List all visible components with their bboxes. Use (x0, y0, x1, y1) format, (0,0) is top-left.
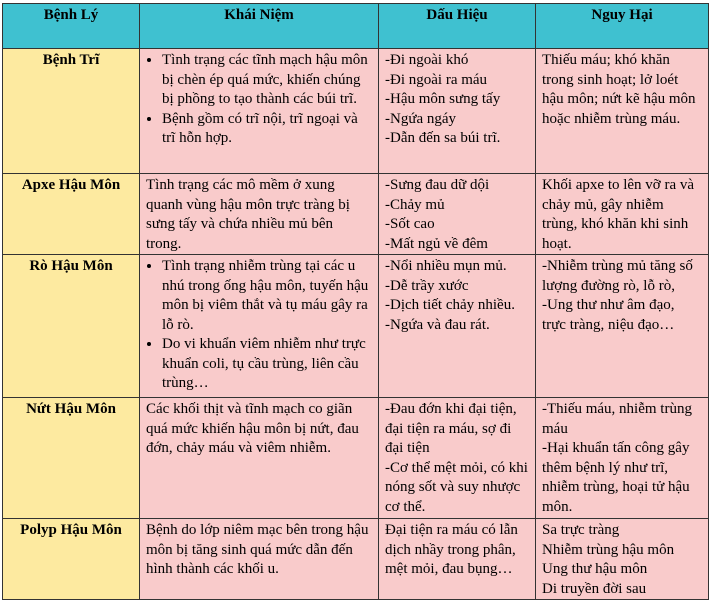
harm-line: Thiếu máu; khó khăn trong sinh hoạt; lở loét hậu môn; nứt kẽ hậu môn hoặc nhiễm trùng máu. (542, 52, 696, 127)
concept-cell (140, 398, 379, 519)
disease-name: Apxe Hậu Môn (3, 174, 140, 255)
harm-line: -Hại khuẩn tấn công gây thêm bệnh lý như trĩ, nhiễm trùng, hoại tử hậu môn. (542, 440, 690, 515)
signs-cell (379, 174, 536, 255)
sign-line: -Ngứa ngáy (385, 110, 457, 127)
concept-cell (140, 49, 379, 174)
table-row (3, 519, 709, 600)
sign-line: -Dẫn đến sa búi trĩ. (385, 130, 501, 146)
sign-line: -Sốt cao (385, 216, 435, 232)
disease-table (2, 3, 709, 600)
sign-line: -Dịch tiết chảy nhiều. (385, 297, 515, 313)
concept-bullet: • Tình trạng nhiễm trùng tại các u nhú trong ống hậu môn, tuyến hậu môn bị viêm thắt và tụ máu gây ra lỗ rò. (162, 257, 372, 335)
disease-name: Bệnh Trĩ (3, 49, 140, 174)
sign-line: Đại tiện ra máu có lẫn dịch nhầy trong phân, mệt mỏi, đau bụng… (385, 522, 518, 577)
signs-cell (379, 255, 536, 398)
header-concept: Khái Niệm (140, 4, 379, 49)
sign-line: -Đi ngoài khó (385, 52, 469, 68)
concept-text: Bệnh do lớp niêm mạc bên trong hậu môn bị tăng sinh quá mức dẫn đến hình thành các khối u. (146, 522, 369, 577)
concept-cell (140, 174, 379, 255)
table-row (3, 398, 709, 519)
harm-cell (536, 174, 709, 255)
harm-line: Khối apxe to lên vỡ ra và chảy mủ, gây nhiễm trùng, khó khăn khi sinh hoạt. (542, 177, 695, 252)
sign-line: -Dễ trầy xước (385, 277, 469, 294)
concept-cell (140, 255, 379, 398)
concept-cell (140, 519, 379, 600)
disease-name: Nứt Hậu Môn (3, 398, 140, 519)
harm-cell (536, 255, 709, 398)
header-signs: Dấu Hiệu (379, 4, 536, 49)
harm-cell (536, 398, 709, 519)
concept-bullet: • Do vi khuẩn viêm nhiễm như trực khuẩn coli, tụ cầu trùng, liên cầu trùng… (162, 335, 372, 394)
harm-line: -Ung thư như âm đạo, trực tràng, niệu đạo… (542, 297, 675, 333)
header-row (3, 4, 709, 49)
harm-line: Ung thư hậu môn (542, 561, 648, 577)
harm-line: Nhiễm trùng hậu môn (542, 541, 675, 558)
sign-line: -Hậu môn sưng tấy (385, 91, 501, 107)
concept-bullet: • Tình trạng các tĩnh mạch hậu môn bị chèn ép quá mức, khiến chúng bị phồng to tạo thành các búi trĩ. (162, 51, 372, 110)
concept-text: Tình trạng các mô mềm ở xung quanh vùng hậu môn trực tràng bị sưng tấy và chứa nhiều mủ bên trong. (146, 177, 350, 252)
table-row (3, 49, 709, 174)
header-harm: Nguy Hại (536, 4, 709, 49)
sign-line: -Mất ngủ về đêm (385, 235, 488, 252)
sign-line: -Đi ngoài ra máu (385, 71, 488, 88)
harm-line: Di truyền đời sau (542, 580, 647, 597)
sign-line: -Sưng đau dữ dội (385, 177, 490, 193)
sign-line: -Ngứa và đau rát. (385, 316, 490, 333)
table-row (3, 174, 709, 255)
disease-name: Rò Hậu Môn (3, 255, 140, 398)
harm-line: Sa trực tràng (542, 522, 620, 538)
sign-line: -Cơ thể mệt mỏi, có khi nóng sốt và suy nhược cơ thể. (385, 459, 528, 515)
harm-cell (536, 519, 709, 600)
concept-text: Các khối thịt và tĩnh mạch co giãn quá mức khiến hậu môn bị nứt, đau đớn, chảy máu và viêm nhiễm. (146, 401, 359, 456)
concept-bullet: • Bệnh gồm có trĩ nội, trĩ ngoại và trĩ hỗn hợp. (162, 110, 372, 149)
disease-name: Polyp Hậu Môn (3, 519, 140, 600)
harm-line: -Thiếu máu, nhiễm trùng máu (542, 401, 692, 437)
header-disease: Bệnh Lý (3, 4, 140, 49)
sign-line: -Chảy mủ (385, 196, 445, 213)
harm-line: -Nhiễm trùng mủ tăng số lượng đường rò, lỗ rò, (542, 258, 693, 294)
signs-cell (379, 398, 536, 519)
sign-line: -Nổi nhiều mụn mủ. (385, 258, 507, 274)
harm-cell (536, 49, 709, 174)
signs-cell (379, 49, 536, 174)
table-row (3, 255, 709, 398)
signs-cell (379, 519, 536, 600)
sign-line: -Đau đớn khi đại tiện, đại tiện ra máu, sợ đi đại tiện (385, 401, 517, 456)
